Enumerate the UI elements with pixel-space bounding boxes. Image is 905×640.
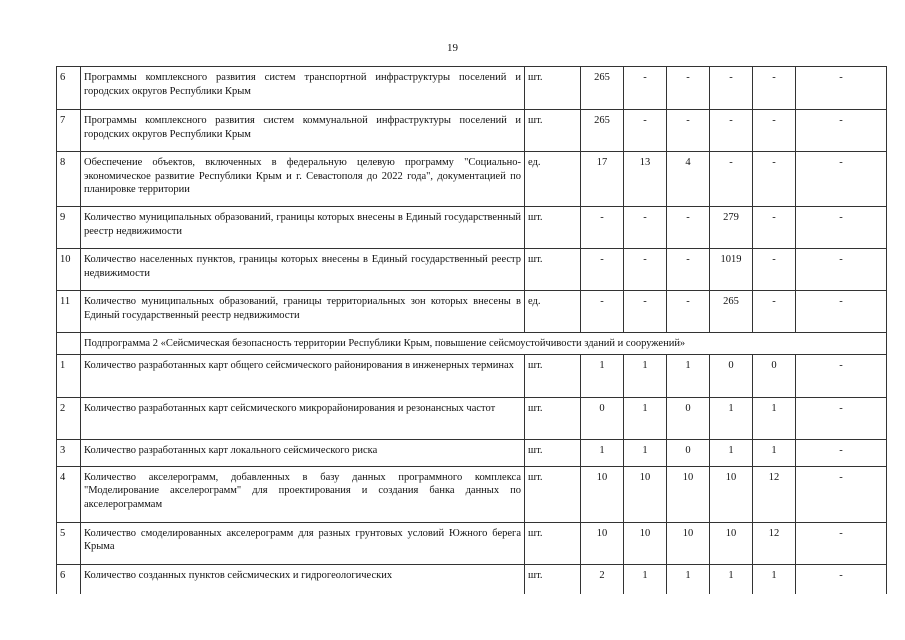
value-cell: 1 bbox=[624, 439, 667, 466]
value-cell: - bbox=[667, 67, 710, 110]
unit-cell: шт. bbox=[525, 354, 581, 397]
value-cell: 265 bbox=[710, 291, 753, 333]
table-row bbox=[57, 207, 887, 249]
value-cell: - bbox=[753, 249, 796, 291]
value-cell: - bbox=[624, 110, 667, 152]
indicator-name: Количество муниципальных образований, границы которых внесены в Единый государственный реестр недвижимости bbox=[81, 207, 525, 249]
value-cell: 17 bbox=[581, 152, 624, 207]
row-number: 9 bbox=[57, 207, 81, 249]
value-cell: 1 bbox=[667, 564, 710, 594]
indicator-name: Количество созданных пунктов сейсмических и гидрогеологических bbox=[81, 564, 525, 594]
unit-cell: шт. bbox=[525, 564, 581, 594]
table-row bbox=[57, 522, 887, 564]
value-cell: 10 bbox=[581, 466, 624, 522]
table-row bbox=[57, 291, 887, 333]
unit-cell: шт. bbox=[525, 439, 581, 466]
value-cell: - bbox=[624, 207, 667, 249]
value-cell: 4 bbox=[667, 152, 710, 207]
page-number: 19 bbox=[447, 42, 458, 54]
row-number: 5 bbox=[57, 522, 81, 564]
row-number: 1 bbox=[57, 354, 81, 397]
unit-cell: шт. bbox=[525, 397, 581, 439]
value-cell: 1 bbox=[581, 354, 624, 397]
row-number: 6 bbox=[57, 67, 81, 110]
value-cell: 265 bbox=[581, 110, 624, 152]
value-cell: 0 bbox=[710, 354, 753, 397]
indicator-name: Количество разработанных карт сейсмического микрорайонирования и резонансных частот bbox=[81, 397, 525, 439]
indicator-name: Количество разработанных карт общего сейсмического районирования в инженерных терминах bbox=[81, 354, 525, 397]
value-cell: - bbox=[753, 207, 796, 249]
indicator-name: Количество смоделированных акселерограмм для разных грунтовых условий Южного берега Крыма bbox=[81, 522, 525, 564]
value-cell: - bbox=[796, 466, 887, 522]
value-cell: 265 bbox=[581, 67, 624, 110]
value-cell: 10 bbox=[667, 522, 710, 564]
indicator-name: Количество акселерограмм, добавленных в базу данных программного комплекса "Моделирование акселерограмм" для проектирования и создания банка данных по акселерограммам bbox=[81, 466, 525, 522]
value-cell: 10 bbox=[624, 522, 667, 564]
table-row bbox=[57, 397, 887, 439]
table-row bbox=[57, 354, 887, 397]
unit-cell: шт. bbox=[525, 110, 581, 152]
value-cell: 10 bbox=[581, 522, 624, 564]
value-cell: 279 bbox=[710, 207, 753, 249]
indicator-name: Обеспечение объектов, включенных в федеральную целевую программу "Социально-экономическое развитие Республики Крым и г. Севастополя до 2022 года", документацией по планировке территории bbox=[81, 152, 525, 207]
unit-cell: шт. bbox=[525, 522, 581, 564]
value-cell: 10 bbox=[710, 522, 753, 564]
value-cell: - bbox=[796, 439, 887, 466]
subprogram-row bbox=[57, 333, 887, 355]
table-row bbox=[57, 67, 887, 110]
value-cell: 13 bbox=[624, 152, 667, 207]
subprogram-num-cell bbox=[57, 333, 81, 355]
value-cell: 1 bbox=[667, 354, 710, 397]
value-cell: 1 bbox=[753, 564, 796, 594]
value-cell: 1 bbox=[624, 397, 667, 439]
indicator-name: Программы комплексного развития систем коммунальной инфраструктуры поселений и городских округов Республики Крым bbox=[81, 110, 525, 152]
table-row bbox=[57, 249, 887, 291]
value-cell: - bbox=[667, 291, 710, 333]
value-cell: - bbox=[796, 249, 887, 291]
value-cell: 0 bbox=[753, 354, 796, 397]
value-cell: - bbox=[796, 564, 887, 594]
table-row bbox=[57, 152, 887, 207]
value-cell: - bbox=[796, 397, 887, 439]
row-number: 6 bbox=[57, 564, 81, 594]
value-cell: 1 bbox=[753, 439, 796, 466]
value-cell: - bbox=[710, 67, 753, 110]
row-number: 8 bbox=[57, 152, 81, 207]
value-cell: - bbox=[667, 110, 710, 152]
value-cell: 10 bbox=[710, 466, 753, 522]
value-cell: 0 bbox=[581, 397, 624, 439]
unit-cell: шт. bbox=[525, 249, 581, 291]
value-cell: 1 bbox=[710, 564, 753, 594]
indicators-table bbox=[56, 66, 887, 594]
value-cell: 12 bbox=[753, 466, 796, 522]
indicator-name: Программы комплексного развития систем транспортной инфраструктуры поселений и городских округов Республики Крым bbox=[81, 67, 525, 110]
row-number: 11 bbox=[57, 291, 81, 333]
value-cell: - bbox=[581, 249, 624, 291]
value-cell: 0 bbox=[667, 439, 710, 466]
value-cell: - bbox=[753, 67, 796, 110]
row-number: 4 bbox=[57, 466, 81, 522]
value-cell: - bbox=[581, 207, 624, 249]
table-row bbox=[57, 466, 887, 522]
value-cell: 12 bbox=[753, 522, 796, 564]
value-cell: - bbox=[753, 291, 796, 333]
value-cell: - bbox=[753, 110, 796, 152]
unit-cell: шт. bbox=[525, 67, 581, 110]
value-cell: - bbox=[796, 354, 887, 397]
unit-cell: ед. bbox=[525, 291, 581, 333]
value-cell: - bbox=[796, 207, 887, 249]
value-cell: 0 bbox=[667, 397, 710, 439]
value-cell: 1 bbox=[710, 439, 753, 466]
value-cell: 2 bbox=[581, 564, 624, 594]
value-cell: - bbox=[710, 110, 753, 152]
value-cell: 1019 bbox=[710, 249, 753, 291]
value-cell: - bbox=[581, 291, 624, 333]
value-cell: 10 bbox=[624, 466, 667, 522]
indicator-name: Количество разработанных карт локального сейсмического риска bbox=[81, 439, 525, 466]
row-number: 10 bbox=[57, 249, 81, 291]
value-cell: - bbox=[624, 67, 667, 110]
value-cell: 1 bbox=[581, 439, 624, 466]
value-cell: - bbox=[796, 522, 887, 564]
value-cell: - bbox=[667, 207, 710, 249]
value-cell: - bbox=[796, 110, 887, 152]
value-cell: 1 bbox=[753, 397, 796, 439]
row-number: 3 bbox=[57, 439, 81, 466]
row-number: 7 bbox=[57, 110, 81, 152]
table-row bbox=[57, 564, 887, 594]
row-number: 2 bbox=[57, 397, 81, 439]
unit-cell: шт. bbox=[525, 466, 581, 522]
value-cell: - bbox=[667, 249, 710, 291]
value-cell: - bbox=[624, 291, 667, 333]
table-row bbox=[57, 110, 887, 152]
subprogram-title: Подпрограмма 2 «Сейсмическая безопасность территории Республики Крым, повышение сейсмоустойчивости зданий и сооружений» bbox=[81, 333, 887, 355]
unit-cell: шт. bbox=[525, 207, 581, 249]
value-cell: 1 bbox=[710, 397, 753, 439]
indicator-name: Количество муниципальных образований, границы территориальных зон которых внесены в Единый государственный реестр недвижимости bbox=[81, 291, 525, 333]
value-cell: - bbox=[796, 152, 887, 207]
value-cell: 10 bbox=[667, 466, 710, 522]
value-cell: 1 bbox=[624, 564, 667, 594]
value-cell: - bbox=[796, 67, 887, 110]
value-cell: - bbox=[624, 249, 667, 291]
unit-cell: ед. bbox=[525, 152, 581, 207]
value-cell: 1 bbox=[624, 354, 667, 397]
indicator-name: Количество населенных пунктов, границы которых внесены в Единый государственный реестр недвижимости bbox=[81, 249, 525, 291]
value-cell: - bbox=[710, 152, 753, 207]
value-cell: - bbox=[753, 152, 796, 207]
table-row bbox=[57, 439, 887, 466]
value-cell: - bbox=[796, 291, 887, 333]
